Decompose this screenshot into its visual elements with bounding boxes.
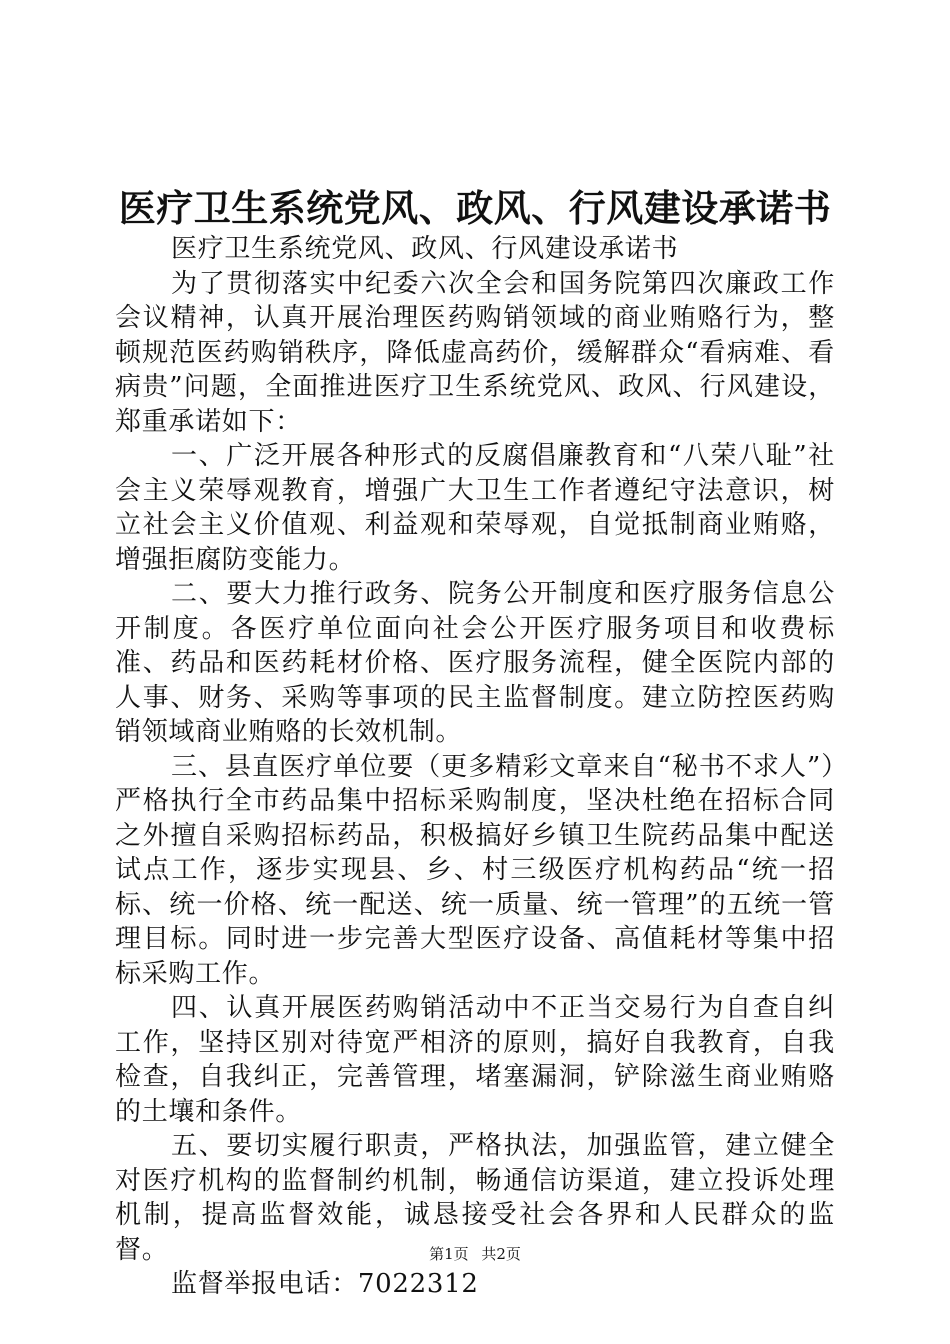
page-number: 第1页 <box>429 1245 469 1263</box>
document-body <box>115 232 835 1302</box>
page-total: 共2页 <box>481 1245 521 1263</box>
commitment-paragraph-5: 五、要切实履行职责，严格执法，加强监管，建立健全对医疗机构的监督制约机制，畅通信访渠道，建立投诉处理机制，提高监督效能，诚恳接受社会各界和人民群众的监督。 <box>115 1131 835 1265</box>
intro-paragraph: 为了贯彻落实中纪委六次全会和国务院第四次廉政工作会议精神，认真开展治理医药购销领域的商业贿赂行为，整顿规范医药购销秩序，降低虚高药价，缓解群众“看病难、看病贵”问题，全面推进医疗卫生系统党风、政风、行风建设，郑重承诺如下： <box>115 268 835 437</box>
hotline-paragraph: 监督举报电话：7022312 <box>171 1269 479 1299</box>
page-footer <box>0 1244 950 1264</box>
subtitle-paragraph: 医疗卫生系统党风、政风、行风建设承诺书 <box>171 234 679 264</box>
document-title: 医疗卫生系统党风、政风、行风建设承诺书 <box>118 187 832 230</box>
commitment-paragraph-1: 一、广泛开展各种形式的反腐倡廉教育和“八荣八耻”社会主义荣辱观教育，增强广大卫生工作者遵纪守法意识，树立社会主义价值观、利益观和荣辱观，自觉抵制商业贿赂，增强拒腐防变能力。 <box>115 441 835 575</box>
commitment-paragraph-3: 三、县直医疗单位要（更多精彩文章来自“秘书不求人”）严格执行全市药品集中招标采购制度，坚决杜绝在招标合同之外擅自采购招标药品，积极搞好乡镇卫生院药品集中配送试点工作，逐步实现县、乡、村三级医疗机构药品“统一招标、统一价格、统一配送、统一质量、统一管理”的五统一管理目标。同时进一步完善大型医疗设备、高值耗材等集中招标采购工作。 <box>115 751 835 989</box>
commitment-paragraph-4: 四、认真开展医药购销活动中不正当交易行为自查自纠工作，坚持区别对待宽严相济的原则，搞好自我教育，自我检查，自我纠正，完善管理，堵塞漏洞，铲除滋生商业贿赂的土壤和条件。 <box>115 993 835 1127</box>
commitment-paragraph-2: 二、要大力推行政务、院务公开制度和医疗服务信息公开制度。各医疗单位面向社会公开医疗服务项目和收费标准、药品和医药耗材价格、医疗服务流程，健全医院内部的人事、财务、采购等事项的民主监督制度。建立防控医药购销领域商业贿赂的长效机制。 <box>115 579 835 747</box>
